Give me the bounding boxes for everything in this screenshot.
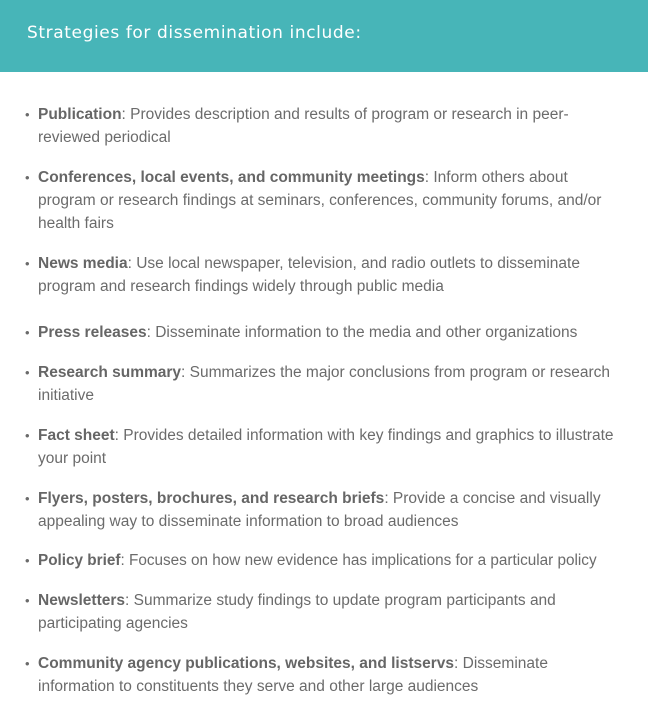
bullet-icon: • [25, 428, 30, 443]
item-term: Policy brief [38, 552, 121, 569]
list-item-flyers [25, 487, 625, 533]
item-description: : Summarizes the major conclusions from program or research initiative [38, 364, 611, 404]
bullet-icon: • [25, 256, 30, 271]
item-description: : Focuses on how new evidence has implications for a particular policy [120, 552, 597, 569]
list-item-community-agency [25, 652, 625, 698]
item-description: : Provide a concise and visually appealing way to disseminate information to broad audiences [38, 490, 601, 530]
item-term: Press releases [38, 324, 147, 341]
item-term: Fact sheet [38, 427, 115, 444]
item-term: News media [38, 255, 128, 272]
item-term: Flyers, posters, brochures, and research briefs [38, 490, 385, 507]
item-description: : Provides detailed information with key findings and graphics to illustrate your point [38, 427, 614, 467]
list-item-policy-brief [25, 549, 635, 572]
item-term: Newsletters [38, 592, 126, 609]
list-item-research-summary [25, 361, 625, 407]
item-description: : Inform others about program or research findings at seminars, conferences, community forums, and/or health fairs [38, 169, 602, 232]
item-description: : Use local newspaper, television, and radio outlets to disseminate program and research findings widely through public media [38, 255, 580, 295]
item-term: Research summary [38, 364, 182, 381]
bullet-icon: • [25, 656, 30, 671]
bullet-icon: • [25, 325, 30, 340]
header-banner [0, 0, 648, 72]
list-item-publication [25, 103, 625, 149]
list-item-newsletters [25, 589, 625, 635]
item-description: : Disseminate information to the media and other organizations [146, 324, 578, 341]
item-term: Community agency publications, websites, and listservs [38, 655, 455, 672]
list-item-press-releases [25, 321, 625, 344]
bullet-icon: • [25, 170, 30, 185]
bullet-icon: • [25, 593, 30, 608]
item-description: : Provides description and results of program or research in peer-reviewed periodical [38, 106, 569, 146]
header-title: Strategies for dissemination include: [27, 23, 362, 43]
list-item-conferences [25, 166, 625, 235]
item-description: : Disseminate information to constituents they serve and other large audiences [38, 655, 548, 695]
bullet-icon: • [25, 107, 30, 122]
bullet-icon: • [25, 491, 30, 506]
item-term: Publication [38, 106, 122, 123]
strategy-list [0, 72, 648, 702]
list-item-fact-sheet [25, 424, 625, 470]
list-item-news-media [25, 252, 625, 298]
bullet-icon: • [25, 365, 30, 380]
bullet-icon: • [25, 553, 30, 568]
item-description: : Summarize study findings to update program participants and participating agencies [38, 592, 556, 632]
item-term: Conferences, local events, and community meetings [38, 169, 425, 186]
